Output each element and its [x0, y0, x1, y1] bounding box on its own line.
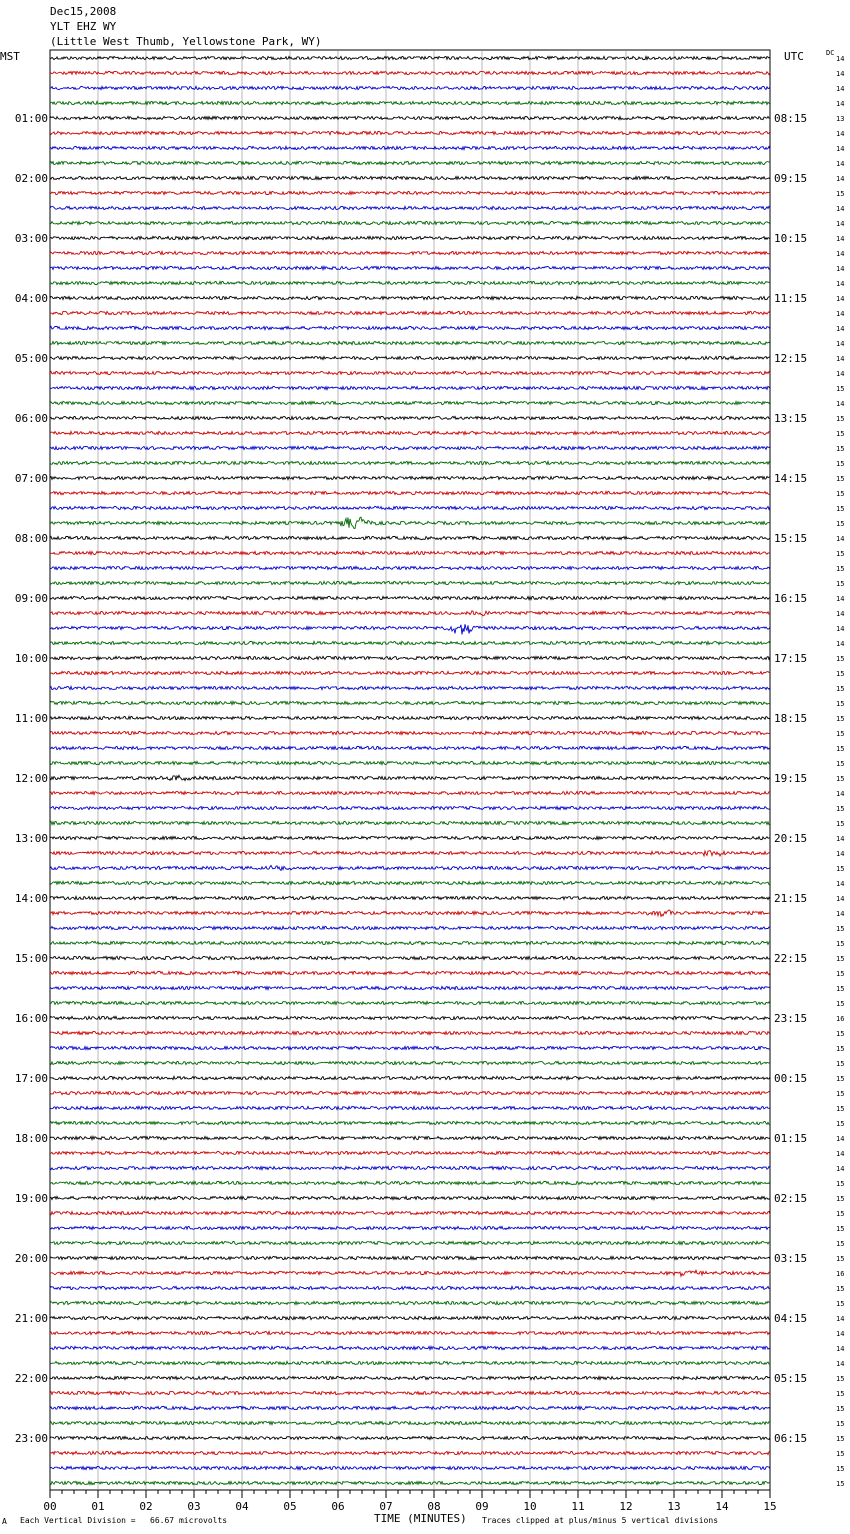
- trace-row: [50, 1016, 770, 1019]
- mst-hour-label: 09:00: [14, 592, 48, 605]
- x-tick-label: 14: [715, 1500, 729, 1513]
- trace-row: [50, 791, 770, 794]
- dc-offset-label: 14: [836, 175, 845, 183]
- trace-row: [50, 517, 770, 528]
- dc-offset-label: 15: [836, 940, 845, 948]
- dc-offset-label: 14: [836, 280, 845, 288]
- mst-hour-label: 05:00: [14, 352, 48, 365]
- mst-hour-label: 01:00: [14, 112, 48, 125]
- utc-hour-label: 14:15: [774, 472, 808, 485]
- trace-row: [50, 1211, 770, 1214]
- x-tick-label: 00: [43, 1500, 57, 1513]
- x-tick-label: 07: [379, 1500, 393, 1513]
- utc-hour-label: 01:15: [774, 1132, 808, 1145]
- x-tick-label: 05: [283, 1500, 297, 1513]
- trace-row: [50, 1061, 770, 1064]
- dc-offset-label: 14: [836, 910, 845, 918]
- mst-hour-label: 06:00: [14, 412, 48, 425]
- trace-row: [50, 836, 770, 839]
- dc-offset-label: 15: [836, 190, 845, 198]
- dc-offset-label: 15: [836, 1420, 845, 1428]
- trace-row: [50, 761, 770, 764]
- station-code: YLT EHZ WY: [50, 20, 117, 33]
- trace-row: [50, 686, 770, 689]
- dc-offset-label: 14: [836, 265, 845, 273]
- trace-row: [50, 1301, 770, 1304]
- trace-row: [50, 296, 770, 299]
- left-timezone-label: MST: [0, 50, 20, 63]
- utc-hour-label: 16:15: [774, 592, 808, 605]
- trace-row: [50, 311, 770, 314]
- trace-row: [50, 1270, 770, 1276]
- trace-row: [50, 1031, 770, 1034]
- trace-row: [50, 624, 770, 634]
- utc-hour-label: 18:15: [774, 712, 808, 725]
- mst-hour-label: 23:00: [14, 1432, 48, 1445]
- trace-row: [50, 341, 770, 344]
- trace-row: [50, 910, 770, 917]
- trace-row: [50, 701, 770, 704]
- dc-offset-label: 15: [836, 1030, 845, 1038]
- dc-offset-label: 14: [836, 535, 845, 543]
- x-tick-label: 06: [331, 1500, 345, 1513]
- dc-offset-label: 15: [836, 1060, 845, 1068]
- dc-offset-label: 15: [836, 820, 845, 828]
- x-tick-label: 09: [475, 1500, 489, 1513]
- dc-offset-label: 15: [836, 1105, 845, 1113]
- trace-row: [50, 1466, 770, 1469]
- dc-offset-label: 15: [836, 970, 845, 978]
- utc-hour-label: 17:15: [774, 652, 808, 665]
- utc-hour-label: 15:15: [774, 532, 808, 545]
- dc-offset-label: 14: [836, 340, 845, 348]
- dc-offset-label: 14: [836, 100, 845, 108]
- dc-offset-label: 15: [836, 1045, 845, 1053]
- trace-row: [50, 1346, 770, 1349]
- dc-offset-label: 15: [836, 520, 845, 528]
- dc-offset-label: 15: [836, 715, 845, 723]
- trace-row: [50, 281, 770, 284]
- mst-hour-label: 14:00: [14, 892, 48, 905]
- trace-row: [50, 56, 770, 59]
- trace-row: [50, 806, 770, 809]
- dc-offset-label: 15: [836, 1225, 845, 1233]
- corner-mark: A: [2, 1517, 7, 1526]
- dc-offset-label: 15: [836, 1405, 845, 1413]
- mst-hour-label: 19:00: [14, 1192, 48, 1205]
- dc-offset-label: 15: [836, 955, 845, 963]
- dc-offset-label: 14: [836, 640, 845, 648]
- dc-offset-label: 15: [836, 775, 845, 783]
- dc-offset-label: 15: [836, 1375, 845, 1383]
- dc-offset-label: 14: [836, 625, 845, 633]
- trace-row: [50, 371, 770, 374]
- dc-offset-label: 14: [836, 85, 845, 93]
- dc-offset-label: 14: [836, 295, 845, 303]
- dc-offset-label: 14: [836, 790, 845, 798]
- trace-row: [50, 86, 770, 89]
- trace-row: [50, 1226, 770, 1229]
- x-tick-label: 15: [763, 1500, 777, 1513]
- utc-hour-label: 10:15: [774, 232, 808, 245]
- dc-offset-label: 14: [836, 1150, 845, 1158]
- trace-row: [50, 866, 770, 871]
- trace-row: [50, 191, 770, 194]
- dc-offset-label: 15: [836, 925, 845, 933]
- trace-row: [50, 941, 770, 944]
- trace-row: [50, 116, 770, 119]
- scale-note: Each Vertical Division = 66.67 microvolts: [20, 1516, 228, 1525]
- mst-hour-label: 20:00: [14, 1252, 48, 1265]
- dc-label: DC: [826, 49, 835, 57]
- trace-row: [50, 1421, 770, 1424]
- trace-row: [50, 896, 770, 899]
- dc-offset-label: 15: [836, 475, 845, 483]
- x-tick-label: 13: [667, 1500, 681, 1513]
- trace-row: [50, 101, 770, 104]
- trace-row: [50, 266, 770, 269]
- dc-offset-label: 15: [836, 1000, 845, 1008]
- mst-hour-label: 08:00: [14, 532, 48, 545]
- dc-offset-label: 15: [836, 1240, 845, 1248]
- dc-offset-label: 14: [836, 595, 845, 603]
- trace-row: [50, 326, 770, 329]
- trace-row: [50, 416, 770, 419]
- dc-offset-label: 15: [836, 1450, 845, 1458]
- utc-hour-label: 04:15: [774, 1312, 808, 1325]
- trace-row: [50, 536, 770, 539]
- trace-row: [50, 1001, 770, 1004]
- trace-row: [50, 1106, 770, 1109]
- trace-row: [50, 131, 770, 134]
- trace-row: [50, 881, 770, 884]
- x-tick-label: 08: [427, 1500, 441, 1513]
- trace-row: [50, 566, 770, 569]
- right-timezone-label: UTC: [784, 50, 804, 63]
- dc-offset-label: 14: [836, 1165, 845, 1173]
- dc-offset-label: 15: [836, 1390, 845, 1398]
- trace-row: [50, 641, 770, 644]
- mst-hour-label: 03:00: [14, 232, 48, 245]
- utc-hour-label: 03:15: [774, 1252, 808, 1265]
- trace-row: [50, 356, 770, 359]
- x-axis-title: TIME (MINUTES): [374, 1512, 467, 1525]
- utc-hour-label: 13:15: [774, 412, 808, 425]
- trace-row: [50, 1361, 770, 1364]
- trace-row: [50, 971, 770, 974]
- dc-offset-label: 14: [836, 160, 845, 168]
- mst-hour-label: 18:00: [14, 1132, 48, 1145]
- utc-hour-label: 21:15: [774, 892, 808, 905]
- trace-row: [50, 1241, 770, 1244]
- trace-row: [50, 161, 770, 164]
- dc-offset-label: 15: [836, 1285, 845, 1293]
- dc-offset-label: 14: [836, 130, 845, 138]
- trace-row: [50, 251, 770, 254]
- dc-offset-label: 14: [836, 250, 845, 258]
- plot-date: Dec15,2008: [50, 5, 117, 18]
- trace-row: [50, 176, 770, 179]
- dc-offset-label: 14: [836, 355, 845, 363]
- dc-offset-label: 14: [836, 400, 845, 408]
- trace-row: [50, 611, 770, 616]
- utc-hour-label: 22:15: [774, 952, 808, 965]
- trace-row: [50, 1196, 770, 1199]
- trace-row: [50, 1286, 770, 1289]
- clip-note: Traces clipped at plus/minus 5 vertical divisions: [482, 1516, 719, 1525]
- trace-row: [50, 656, 770, 659]
- trace-row: [50, 431, 770, 434]
- mst-hour-label: 07:00: [14, 472, 48, 485]
- dc-offset-label: 14: [836, 895, 845, 903]
- dc-offset-label: 15: [836, 1075, 845, 1083]
- trace-row: [50, 506, 770, 509]
- utc-hour-label: 02:15: [774, 1192, 808, 1205]
- trace-row: [50, 1331, 770, 1334]
- trace-row: [50, 71, 770, 74]
- dc-offset-label: 15: [836, 1120, 845, 1128]
- x-tick-label: 02: [139, 1500, 153, 1513]
- dc-offset-label: 14: [836, 205, 845, 213]
- trace-row: [50, 1046, 770, 1049]
- trace-row: [50, 1256, 770, 1259]
- trace-row: [50, 386, 770, 389]
- dc-offset-label: 15: [836, 1090, 845, 1098]
- x-tick-label: 04: [235, 1500, 249, 1513]
- mst-hour-label: 02:00: [14, 172, 48, 185]
- dc-offset-label: 15: [836, 1210, 845, 1218]
- dc-offset-label: 15: [836, 1195, 845, 1203]
- trace-row: [50, 1406, 770, 1409]
- dc-offset-label: 15: [836, 1480, 845, 1488]
- utc-hour-label: 20:15: [774, 832, 808, 845]
- x-tick-label: 10: [523, 1500, 537, 1513]
- trace-row: [50, 1076, 770, 1079]
- dc-offset-label: 14: [836, 1135, 845, 1143]
- mst-hour-label: 04:00: [14, 292, 48, 305]
- trace-row: [50, 596, 770, 599]
- dc-offset-label: 15: [836, 1435, 845, 1443]
- trace-row: [50, 1136, 770, 1139]
- trace-row: [50, 851, 770, 857]
- mst-hour-label: 17:00: [14, 1072, 48, 1085]
- dc-offset-label: 14: [836, 850, 845, 858]
- trace-row: [50, 1091, 770, 1094]
- mst-hour-label: 16:00: [14, 1012, 48, 1025]
- mst-hour-label: 10:00: [14, 652, 48, 665]
- dc-offset-label: 14: [836, 235, 845, 243]
- trace-row: [50, 1121, 770, 1124]
- dc-offset-label: 15: [836, 580, 845, 588]
- dc-offset-label: 14: [836, 880, 845, 888]
- dc-offset-label: 14: [836, 70, 845, 78]
- utc-hour-label: 08:15: [774, 112, 808, 125]
- station-location: (Little West Thumb, Yellowstone Park, WY): [50, 35, 322, 48]
- trace-row: [50, 1481, 770, 1484]
- utc-hour-label: 06:15: [774, 1432, 808, 1445]
- trace-row: [50, 716, 770, 719]
- dc-offset-label: 15: [836, 670, 845, 678]
- trace-row: [50, 446, 770, 449]
- trace-row: [50, 1376, 770, 1379]
- utc-hour-label: 12:15: [774, 352, 808, 365]
- trace-row: [50, 671, 770, 674]
- mst-hour-label: 22:00: [14, 1372, 48, 1385]
- trace-row: [50, 476, 770, 479]
- trace-row: [50, 146, 770, 149]
- dc-offset-label: 13: [836, 115, 845, 123]
- utc-hour-label: 23:15: [774, 1012, 808, 1025]
- dc-offset-label: 14: [836, 55, 845, 63]
- trace-row: [50, 1166, 770, 1169]
- dc-offset-label: 15: [836, 805, 845, 813]
- dc-offset-label: 14: [836, 220, 845, 228]
- dc-offset-label: 14: [836, 1315, 845, 1323]
- dc-offset-label: 15: [836, 430, 845, 438]
- dc-offset-label: 15: [836, 445, 845, 453]
- utc-hour-label: 11:15: [774, 292, 808, 305]
- dc-offset-label: 14: [836, 1360, 845, 1368]
- dc-offset-label: 15: [836, 1465, 845, 1473]
- dc-offset-label: 14: [836, 310, 845, 318]
- trace-row: [50, 1451, 770, 1454]
- mst-hour-label: 21:00: [14, 1312, 48, 1325]
- trace-row: [50, 1181, 770, 1184]
- mst-hour-label: 15:00: [14, 952, 48, 965]
- dc-offset-label: 15: [836, 745, 845, 753]
- dc-offset-label: 15: [836, 565, 845, 573]
- mst-hour-label: 12:00: [14, 772, 48, 785]
- trace-row: [50, 1151, 770, 1154]
- x-tick-label: 01: [91, 1500, 105, 1513]
- trace-row: [50, 206, 770, 209]
- utc-hour-label: 19:15: [774, 772, 808, 785]
- dc-offset-label: 15: [836, 460, 845, 468]
- dc-offset-label: 15: [836, 1255, 845, 1263]
- dc-offset-label: 15: [836, 655, 845, 663]
- dc-offset-label: 14: [836, 835, 845, 843]
- mst-hour-label: 13:00: [14, 832, 48, 845]
- trace-row: [50, 731, 770, 734]
- dc-offset-label: 16: [836, 1270, 845, 1278]
- x-tick-label: 12: [619, 1500, 633, 1513]
- dc-offset-label: 15: [836, 760, 845, 768]
- dc-offset-label: 15: [836, 415, 845, 423]
- dc-offset-label: 15: [836, 385, 845, 393]
- dc-offset-label: 14: [836, 610, 845, 618]
- dc-offset-label: 15: [836, 685, 845, 693]
- dc-offset-label: 15: [836, 1180, 845, 1188]
- dc-offset-label: 15: [836, 700, 845, 708]
- dc-offset-label: 14: [836, 1345, 845, 1353]
- dc-offset-label: 15: [836, 550, 845, 558]
- trace-row: [50, 401, 770, 404]
- trace-row: [50, 551, 770, 554]
- trace-row: [50, 1316, 770, 1319]
- trace-row: [50, 775, 770, 780]
- dc-offset-label: 14: [836, 1330, 845, 1338]
- dc-offset-label: 15: [836, 505, 845, 513]
- trace-row: [50, 956, 770, 959]
- utc-hour-label: 09:15: [774, 172, 808, 185]
- dc-offset-label: 15: [836, 730, 845, 738]
- dc-offset-label: 14: [836, 325, 845, 333]
- trace-row: [50, 581, 770, 584]
- utc-hour-label: 05:15: [774, 1372, 808, 1385]
- trace-row: [50, 221, 770, 224]
- utc-hour-label: 00:15: [774, 1072, 808, 1085]
- trace-row: [50, 491, 770, 494]
- dc-offset-label: 16: [836, 1015, 845, 1023]
- mst-hour-label: 11:00: [14, 712, 48, 725]
- x-tick-label: 03: [187, 1500, 201, 1513]
- dc-offset-label: 14: [836, 145, 845, 153]
- trace-row: [50, 821, 770, 824]
- trace-row: [50, 236, 770, 239]
- x-tick-label: 11: [571, 1500, 585, 1513]
- dc-offset-label: 15: [836, 490, 845, 498]
- trace-row: [50, 1436, 770, 1439]
- trace-row: [50, 746, 770, 749]
- trace-row: [50, 461, 770, 464]
- dc-offset-label: 15: [836, 985, 845, 993]
- trace-row: [50, 1391, 770, 1394]
- trace-row: [50, 986, 770, 989]
- dc-offset-label: 15: [836, 1300, 845, 1308]
- dc-offset-label: 15: [836, 865, 845, 873]
- trace-row: [50, 926, 770, 929]
- dc-offset-label: 14: [836, 370, 845, 378]
